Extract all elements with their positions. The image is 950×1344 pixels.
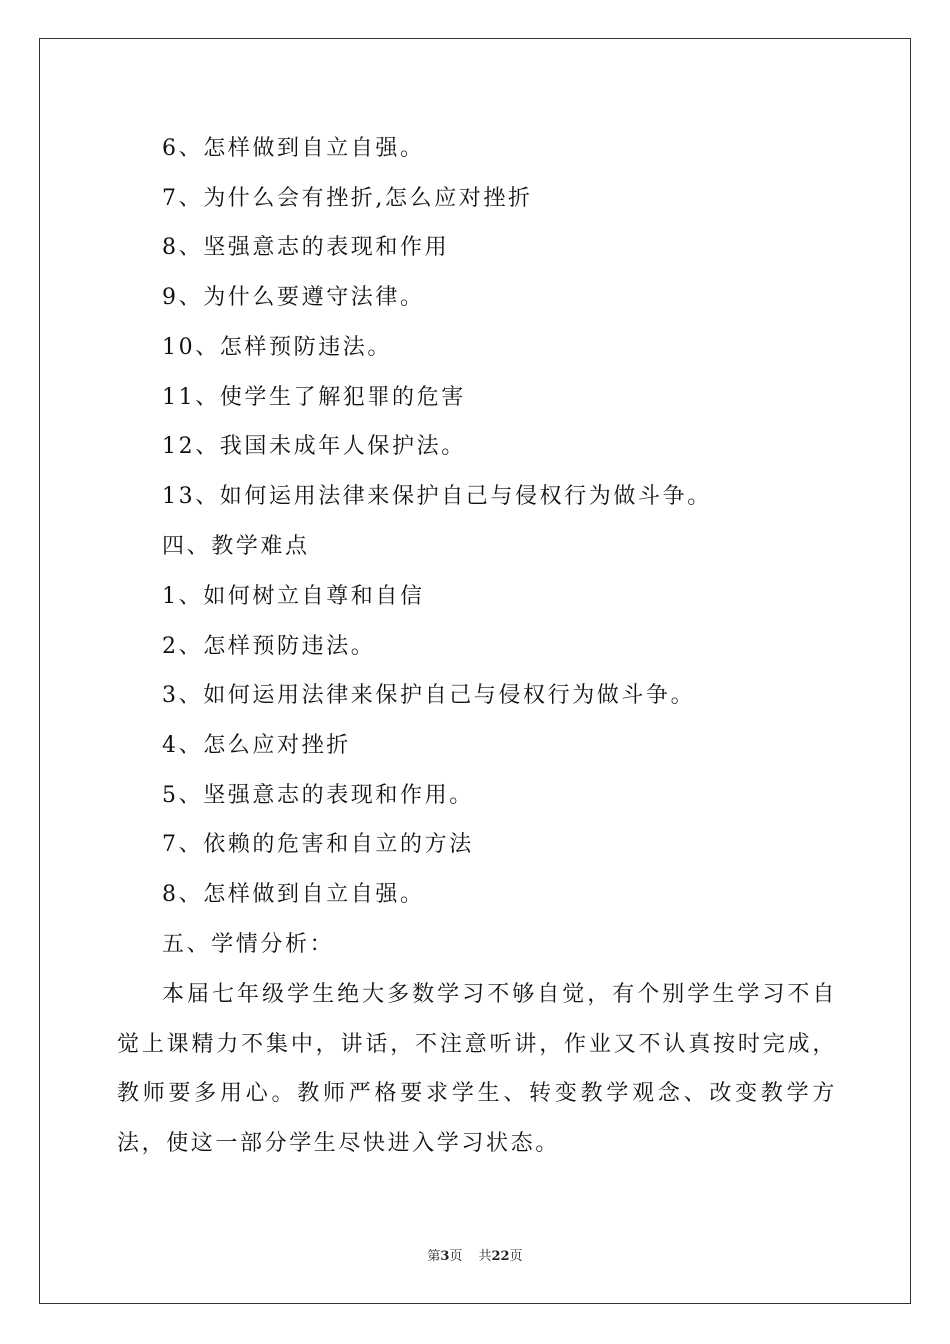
page-footer (0, 1248, 950, 1266)
list-item: 8、怎样做到自立自强。 (162, 882, 425, 907)
section-heading: 五、学情分析： (162, 932, 335, 957)
list-item: 3、如何运用法律来保护自己与侵权行为做斗争。 (162, 683, 696, 708)
section-heading: 四、教学难点 (162, 534, 310, 559)
list-item: 13、如何运用法律来保护自己与侵权行为做斗争。 (162, 484, 712, 509)
footer-total-pages: 22 (491, 1249, 510, 1264)
list-item: 9、为什么要遵守法律。 (162, 285, 425, 310)
list-item: 12、我国未成年人保护法。 (162, 434, 466, 459)
list-item: 4、怎么应对挫折 (162, 733, 351, 758)
footer-total-suffix: 页 (509, 1249, 523, 1264)
list-item: 10、怎样预防违法。 (162, 335, 392, 360)
list-item: 1、如何树立自尊和自信 (162, 584, 425, 609)
list-item: 7、为什么会有挫折,怎么应对挫折 (162, 186, 533, 211)
list-item: 7、依赖的危害和自立的方法 (162, 832, 474, 857)
footer-page-suffix: 页 (449, 1249, 463, 1264)
footer-page-prefix: 第 (427, 1249, 441, 1264)
list-item: 2、怎样预防违法。 (162, 634, 376, 659)
list-item: 5、坚强意志的表现和作用。 (162, 783, 474, 808)
list-item: 6、怎样做到自立自强。 (162, 136, 425, 161)
footer-total-prefix: 共 (478, 1249, 492, 1264)
list-item: 8、坚强意志的表现和作用 (162, 235, 450, 260)
list-item: 11、使学生了解犯罪的危害 (162, 385, 466, 410)
body-paragraph: 本届七年级学生绝大多数学习不够自觉，有个别学生学习不自觉上课精力不集中，讲话，不注意听讲，作业又不认真按时完成，教师要多用心。教师严格要求学生、转变教学观念、改变教学方法，使这一部分学生尽快进入学习状态。 (117, 982, 837, 1156)
footer-page-number: 3 (440, 1249, 450, 1264)
